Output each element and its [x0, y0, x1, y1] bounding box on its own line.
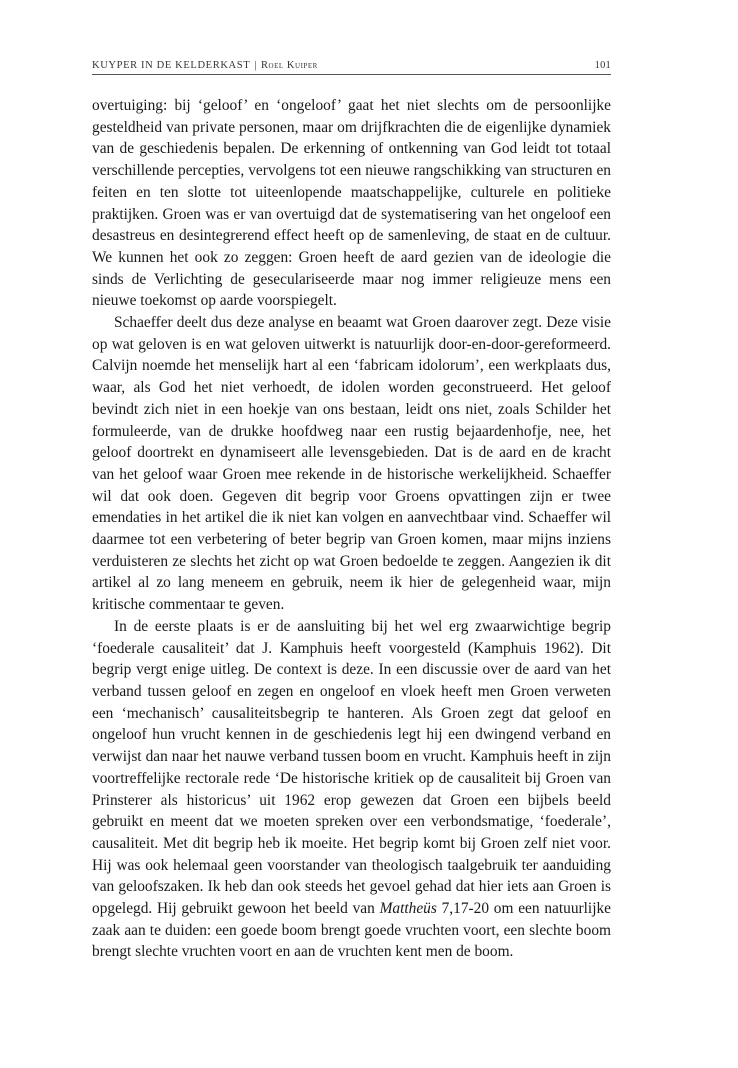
author-name: Roel Kuiper	[261, 60, 318, 71]
paragraph-2: Schaeffer deelt dus deze analyse en beaamt wat Groen daarover zegt. Deze visie op wat geloven is en wat geloven uitwerkt is natuurlijk door-en-door-gereformeerd. Calvijn noemde het menselijk hart al een ‘fabricam idolorum’, een werkplaats dus, waar, als God het niet verhoedt, de idolen worden geconstrueerd. Het geloof bevindt zich niet in een hoekje van ons bestaan, leidt ons niet, zoals Schilder het formuleerde, van de drukke hoofdweg naar een rustig bejaardenhofje, nee, het geloof doortrekt en dynamiseert alle levensgebieden. Dat is de aard en de kracht van het geloof waar Groen mee rekende in de historische werkelijkheid. Schaeffer wil dat ook doen. Gegeven dit begrip voor Groens opvattingen zijn er twee emendaties in het artikel die ik niet kan volgen en aanvechtbaar vind. Schaeffer wil daarmee tot een verbetering of beter begrip van Groen komen, maar mijns inziens verduisteren ze slechts het zicht op wat Groen bedoelde te zeggen. Aangezien ik dit artikel al zo lang meneem en gebruik, neem ik hier de gelegenheid waar, mijn kritische commentaar te geven.	[92, 314, 611, 614]
running-head	[92, 60, 611, 75]
paragraph-1: overtuiging: bij ‘geloof’ en ‘ongeloof’ gaat het niet slechts om de persoonlijke gesteldheid van private personen, maar om drijfkrachten die de eigenlijke dynamiek van de geschiedenis bepalen. De erkenning of ontkenning van God leidt tot totaal verschillende percepties, vervolgens tot een nieuwe rangschikking van structuren en feiten en ten slotte tot uiteenlopende maatschappelijke, culturele en politieke praktijken. Groen was er van overtuigd dat de systematisering van het ongeloof een desastreus en desintegrerend effect heeft op de samenleving, de staat en de cultuur. We kunnen het ook zo zeggen: Groen heeft de aard gezien van de ideologie die sinds de Verlichting de geseculariseerde maar nog immer religieuze mens een nieuwe toekomst op aarde voorspiegelt.	[92, 97, 611, 310]
series-title: KUYPER IN DE KELDERKAST	[92, 60, 251, 71]
book-page	[92, 60, 611, 963]
bible-book-reference: Mattheüs	[379, 900, 437, 918]
title-separator: |	[254, 60, 258, 71]
running-head-title-group	[92, 60, 318, 71]
paragraph-3	[92, 616, 611, 963]
page-number: 101	[594, 60, 611, 71]
paragraph-3-part-1: In de eerste plaats is er de aansluiting bij het wel erg zwaarwichtige begrip ‘foederale causaliteit’ dat J. Kamphuis heeft voorgesteld (Kamphuis 1962). Dit begrip vergt enige uitleg. De context is deze. In een discussie over de aard van het verband tussen geloof en zegen en ongeloof en vloek heeft men Groen verweten een ‘mechanisch’ causaliteitsbegrip te hanteren. Als Groen zegt dat geloof en ongeloof hun vrucht kennen in de geschiedenis legt hij een dwingend verband en verwijst dan naar het nauwe verband tussen boom en vrucht. Kamphuis heeft in zijn voortreffelijke rectorale rede ‘De historische kritiek op de causaliteit bij Groen van Prinsterer als historicus’ uit 1962 erop gewezen dat Groen een bijbels beeld gebruikt en meent dat we moeten spreken over een verbondsmatige, ‘foederale’, causaliteit. Met dit begrip heb ik moeite. Het begrip komt bij Groen zelf niet voor. Hij was ook helemaal geen voorstander van theologisch taalgebruik ter aanduiding van geloofszaken. Ik heb dan ook steeds het gevoel gehad dat hier iets aan Groen is opgelegd. Hij gebruikt gewoon het beeld van	[92, 617, 611, 918]
body-text	[92, 95, 611, 963]
paragraph-3-part-2: 7,17-20 om een natuurlijke zaak aan te duiden: een goede boom brengt goede vruchten voort, een slechte boom brengt slechte vruchten voort en aan de vruchten kent men de boom.	[92, 900, 611, 961]
